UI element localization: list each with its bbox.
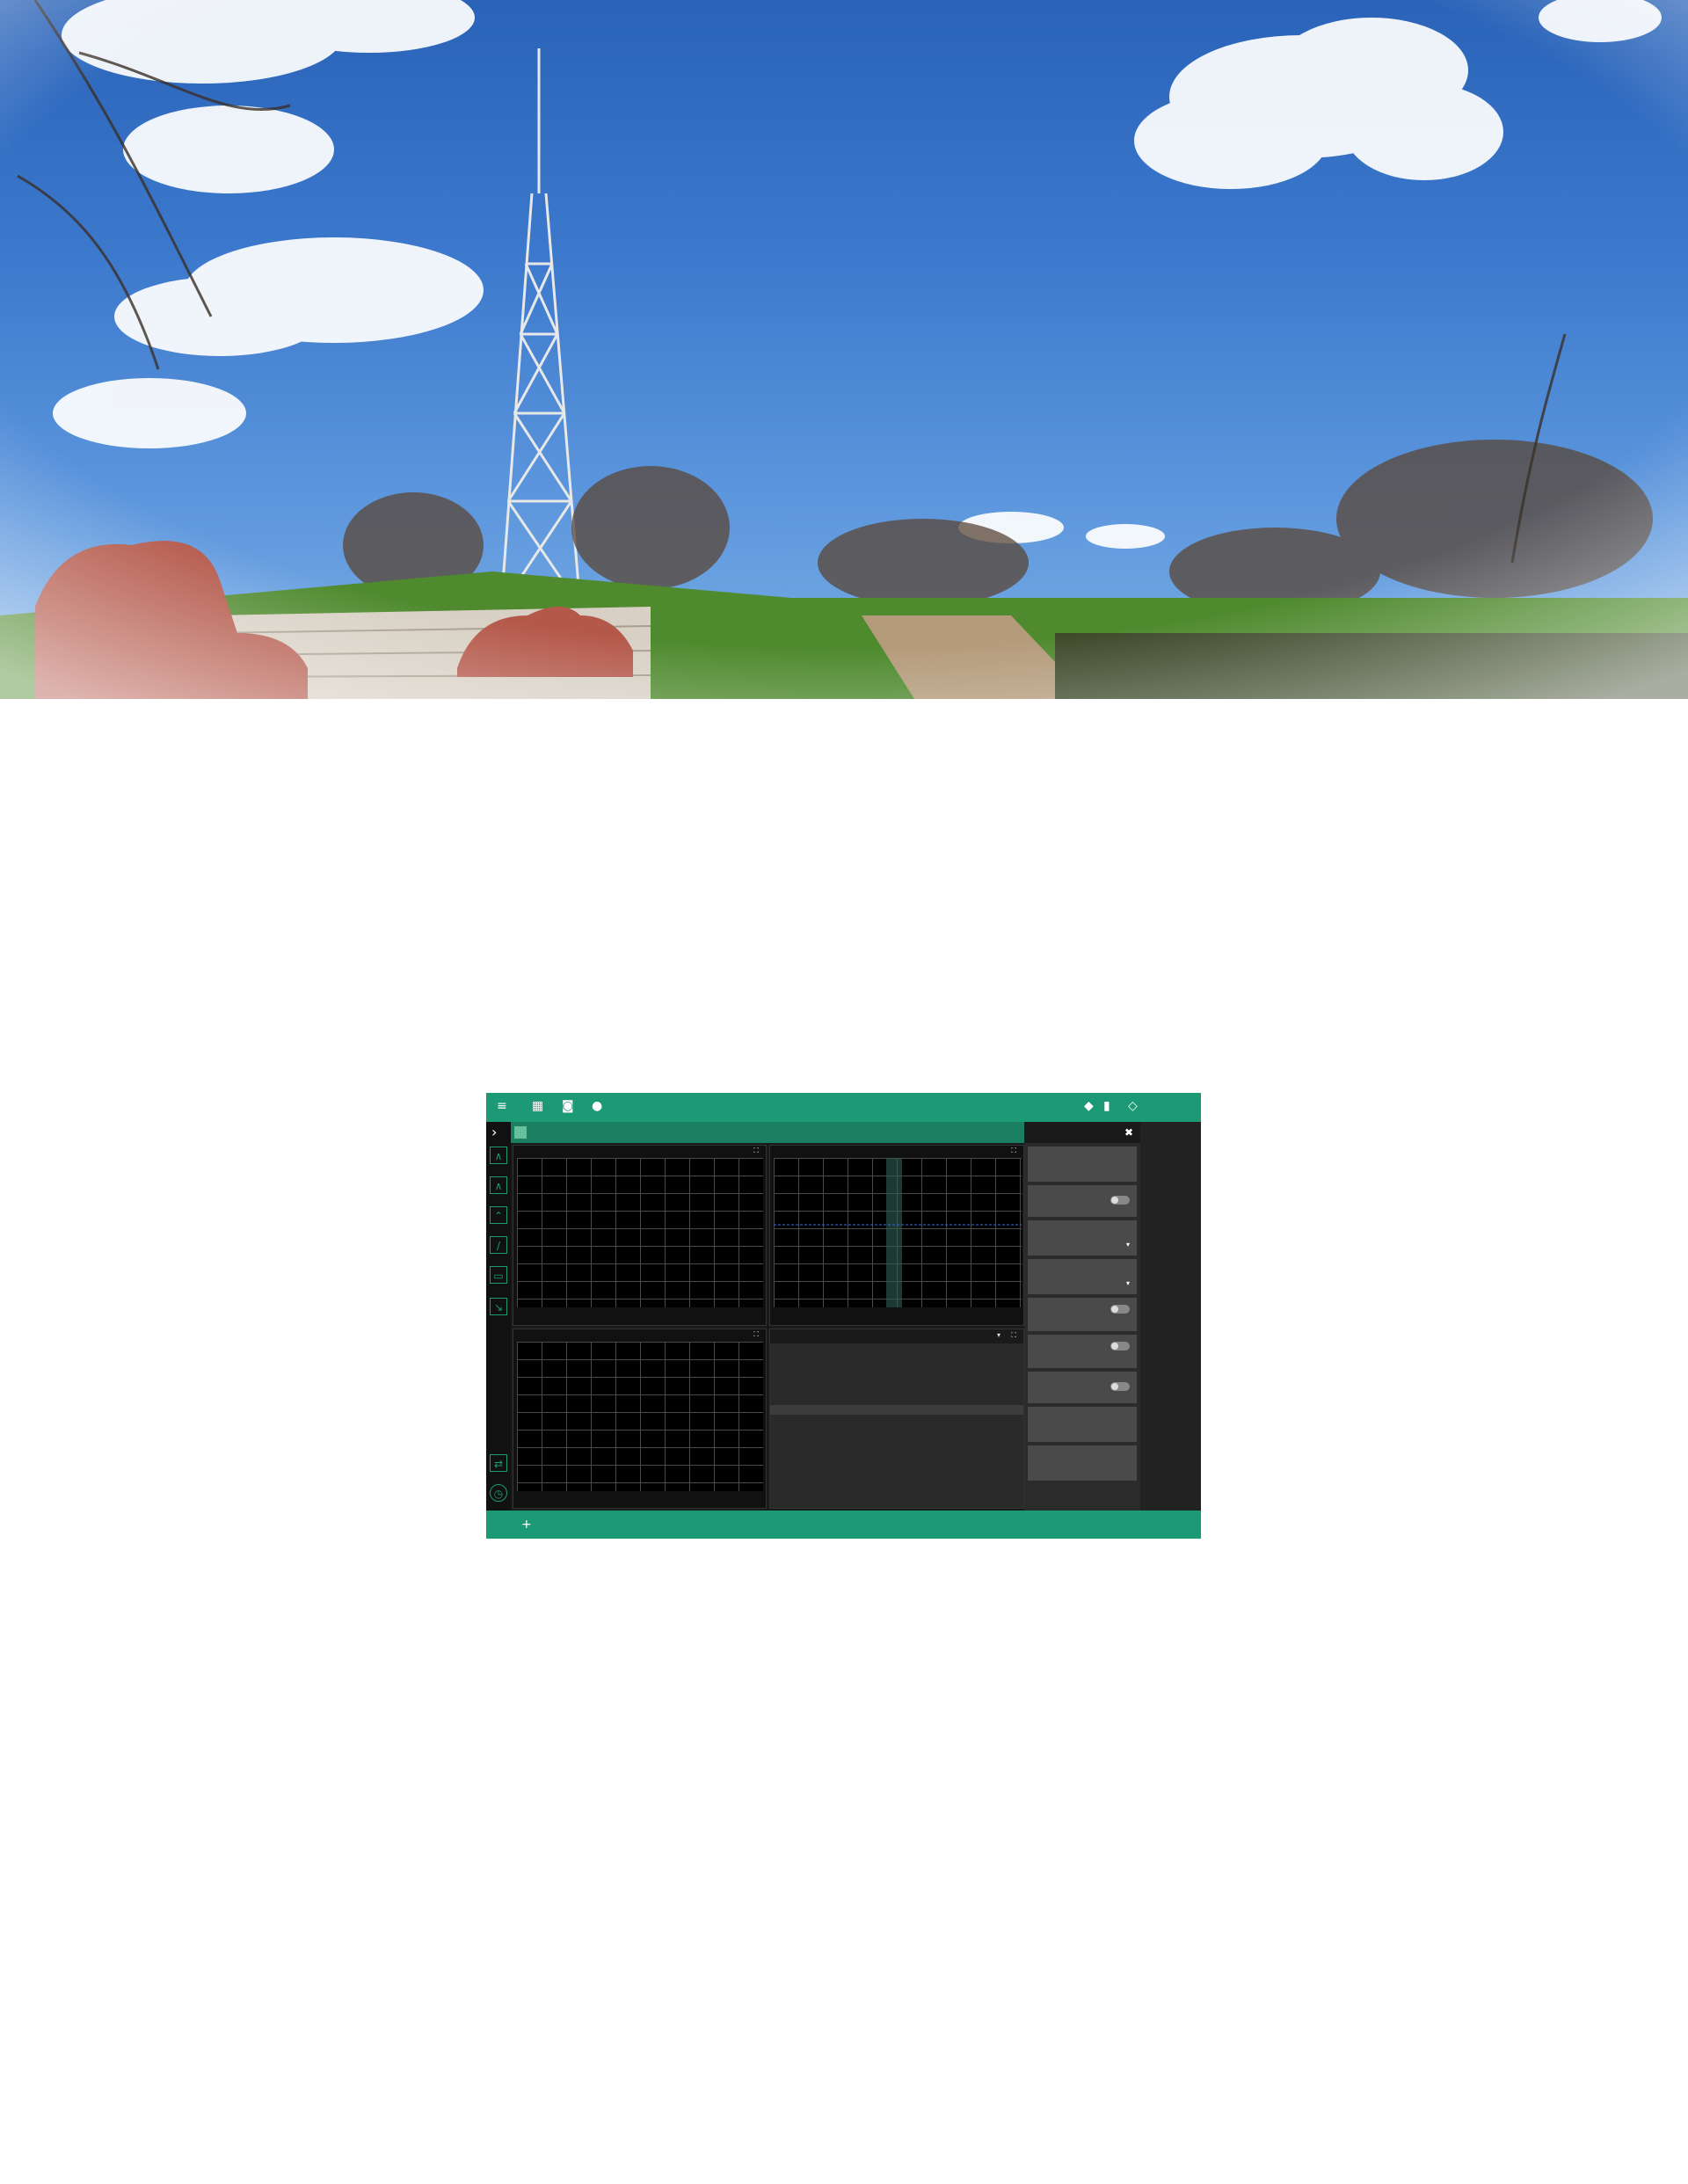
toggle-switch-icon[interactable] bbox=[1110, 1382, 1130, 1391]
record-duration-control[interactable] bbox=[1028, 1445, 1137, 1481]
wifi-icon: ◆ bbox=[1084, 1099, 1094, 1113]
record-tool-icon[interactable]: ▭ bbox=[490, 1266, 507, 1284]
measurement-mode-icon bbox=[514, 1126, 527, 1139]
setup-panel bbox=[1024, 1122, 1140, 1511]
chevron-down-icon: ▾ bbox=[1125, 1241, 1130, 1249]
camera-icon[interactable]: ◙ bbox=[562, 1099, 574, 1113]
trace-tool-icon[interactable]: ∧ bbox=[490, 1147, 507, 1164]
hold-icon[interactable]: ◷ bbox=[490, 1484, 507, 1502]
figure-caption bbox=[422, 1562, 1266, 1591]
slope-tool-icon[interactable]: / bbox=[490, 1236, 507, 1254]
pin-tool-icon[interactable]: ↘ bbox=[490, 1298, 507, 1315]
hamburger-menu-icon[interactable]: ≡ bbox=[497, 1099, 507, 1113]
zoomed-time-graph-toggle[interactable] bbox=[1028, 1335, 1137, 1368]
marker-tool-icon[interactable]: ⌃ bbox=[490, 1206, 507, 1224]
demod-mkr-toggle[interactable] bbox=[1028, 1185, 1137, 1217]
audio-spectrum-plot[interactable] bbox=[517, 1158, 763, 1307]
expand-chevron-icon[interactable]: › bbox=[491, 1124, 498, 1140]
setup-header bbox=[1024, 1122, 1140, 1143]
time-domain-plot[interactable] bbox=[517, 1342, 763, 1491]
audio-spectrum-table-panel bbox=[769, 1329, 1024, 1509]
rf-spectrum-plot[interactable] bbox=[774, 1158, 1022, 1307]
shortcut-bar bbox=[486, 1511, 1201, 1539]
demod-freq-button[interactable] bbox=[1028, 1147, 1137, 1182]
plus-icon[interactable]: + bbox=[521, 1518, 532, 1532]
fullscreen-icon[interactable]: ⛶ bbox=[753, 1147, 759, 1154]
right-menu bbox=[1140, 1122, 1201, 1511]
battery-icon: ▮ bbox=[1103, 1099, 1110, 1113]
toggle-switch-icon[interactable] bbox=[1110, 1342, 1130, 1350]
audio-spectrum-panel bbox=[513, 1145, 767, 1326]
toggle-switch-icon[interactable] bbox=[1110, 1305, 1130, 1314]
modulation-select[interactable] bbox=[1028, 1259, 1137, 1294]
hero-photo bbox=[0, 0, 1688, 699]
rf-spectrum-panel bbox=[769, 1145, 1024, 1326]
marker-tracked-select[interactable] bbox=[1028, 1220, 1137, 1256]
audio-time-domain-panel bbox=[513, 1329, 767, 1509]
peak-tool-icon[interactable]: ∧ bbox=[490, 1176, 507, 1194]
left-tool-rail bbox=[486, 1122, 511, 1511]
transmitter-tower-photo bbox=[0, 0, 1688, 699]
gps-icon: ◇ bbox=[1128, 1099, 1138, 1113]
fullscreen-icon[interactable]: ⛶ bbox=[1011, 1147, 1016, 1154]
close-icon[interactable]: ✖ bbox=[1124, 1126, 1133, 1139]
breadcrumb bbox=[511, 1122, 1024, 1143]
zoomed-audio-graph-toggle[interactable] bbox=[1028, 1298, 1137, 1331]
swap-icon[interactable]: ⇄ bbox=[490, 1454, 507, 1472]
apps-grid-icon[interactable]: ▦ bbox=[532, 1099, 544, 1113]
dropdown-chevron-icon[interactable]: ▾ bbox=[996, 1331, 1000, 1339]
volume-control[interactable] bbox=[1028, 1407, 1137, 1442]
fullscreen-icon[interactable]: ⛶ bbox=[1011, 1331, 1016, 1339]
audio-toggle[interactable] bbox=[1028, 1372, 1137, 1403]
status-bar bbox=[486, 1093, 1201, 1122]
info-icon[interactable]: ● bbox=[592, 1099, 603, 1113]
chevron-down-icon: ▾ bbox=[1125, 1279, 1130, 1287]
instrument-screenshot bbox=[486, 1093, 1201, 1539]
toggle-switch-icon[interactable] bbox=[1110, 1196, 1130, 1205]
fullscreen-icon[interactable]: ⛶ bbox=[753, 1330, 759, 1338]
